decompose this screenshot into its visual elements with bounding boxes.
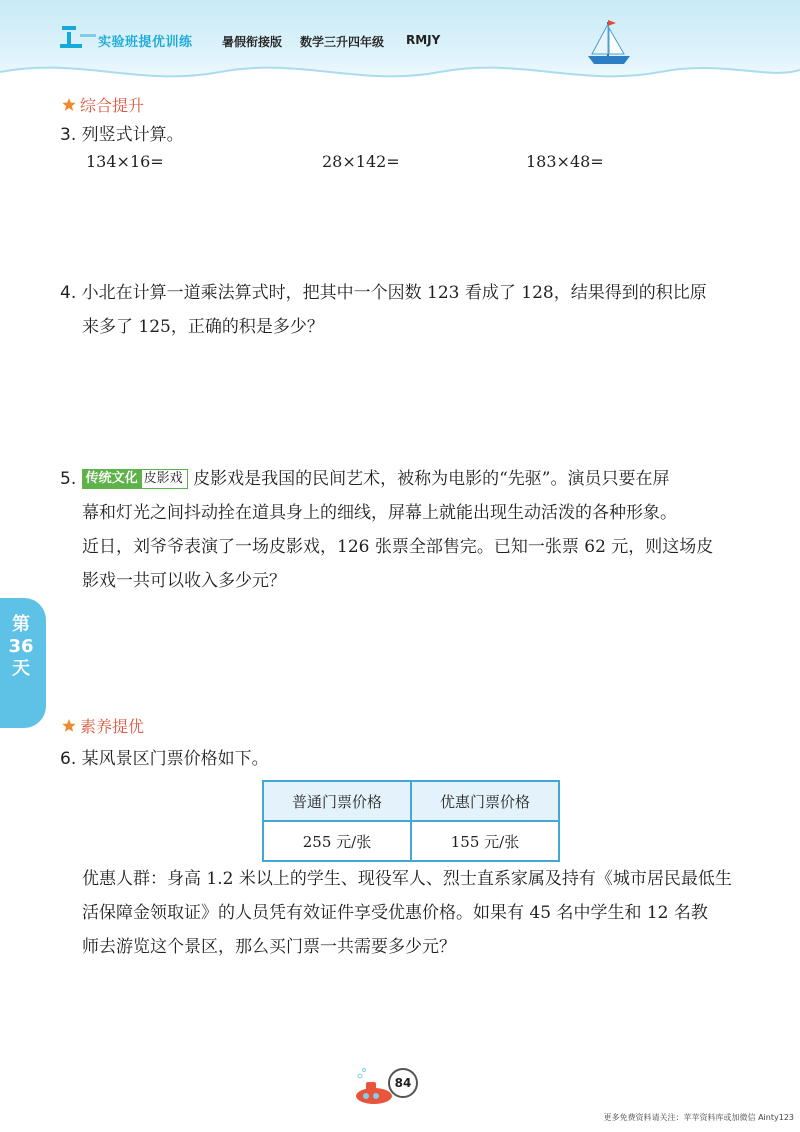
question-6-line-3: 师去游览这个景区，那么买门票一共需要多少元？ (82, 937, 456, 957)
side-tab-char: 天 (12, 658, 30, 679)
question-5-line-1 (60, 462, 780, 496)
culture-tag: 传统文化 (82, 469, 142, 489)
expression-2: 28×142= (322, 152, 400, 171)
table-header-cell: 普通门票价格 (263, 781, 411, 821)
question-5-line-3: 近日，刘爷爷表演了一场皮影戏，126 张票全部售完。已知一张票 62 元，则这场皮 (82, 537, 714, 557)
footer-note: 更多免费资料请关注：苹苹资料库或加微信 Ainty123 (603, 1113, 794, 1122)
question-5-line-2: 幕和灯光之间抖动拴在道具身上的细线，屏幕上就能出现生动活泼的各种形象。 (82, 503, 677, 523)
sailboat-icon (584, 18, 634, 70)
question-6-line-2: 活保障金领取证》的人员凭有效证件享受优惠价格。如果有 45 名中学生和 12 名教 (82, 903, 708, 923)
side-tab-number: 36 (8, 636, 34, 657)
question-3 (60, 118, 184, 152)
question-5-line-4: 影戏一共可以收入多少元？ (82, 571, 286, 591)
table-row (263, 821, 559, 861)
table-header-cell: 优惠门票价格 (411, 781, 559, 821)
star-icon (62, 719, 76, 733)
section-title: 综合提升 (80, 96, 145, 115)
question-number: 5. (60, 469, 77, 489)
logo-icon (60, 22, 98, 50)
section-title: 素养提优 (80, 717, 145, 736)
question-6 (60, 742, 269, 776)
question-number: 3. (60, 125, 77, 145)
question-text: 小北在计算一道乘法算式时，把其中一个因数 123 看成了 128，结果得到的积比原 (81, 283, 707, 303)
page-number: 84 (388, 1068, 418, 1098)
question-6-line-1: 优惠人群：身高 1.2 米以上的学生、现役军人、烈士直系家属及持有《城市居民最低生 (82, 869, 732, 889)
star-icon (62, 98, 76, 112)
header-wave-decoration (0, 52, 800, 97)
question-number: 4. (60, 283, 77, 303)
table-header-row (263, 781, 559, 821)
page-header (0, 0, 800, 95)
topic-tag: 皮影戏 (139, 469, 188, 489)
question-number: 6. (60, 749, 77, 769)
subject-label: 数学三升四年级 (300, 35, 385, 49)
brand-title: 实验班提优训练 (98, 35, 193, 50)
question-5 (60, 462, 780, 598)
question-4-line-1 (60, 276, 780, 310)
question-4-line-2: 来多了 125，正确的积是多少？ (82, 317, 324, 337)
day-side-tab (0, 598, 46, 728)
edition-label: 暑假衔接版 (222, 35, 283, 49)
table-cell: 155 元/张 (411, 821, 559, 861)
side-tab-char: 第 (12, 614, 30, 635)
section-literacy (62, 714, 144, 737)
question-text: 某风景区门票价格如下。 (81, 749, 269, 769)
question-text: 列竖式计算。 (81, 125, 184, 145)
question-4 (60, 276, 780, 344)
expression-3: 183×48= (526, 152, 604, 171)
publisher-code: RMJY (406, 33, 441, 47)
section-comprehensive (62, 93, 144, 116)
price-table (262, 780, 560, 862)
table-cell: 255 元/张 (263, 821, 411, 861)
expression-1: 134×16= (86, 152, 164, 171)
question-text: 皮影戏是我国的民间艺术，被称为电影的“先驱”。演员只要在屏 (193, 469, 670, 489)
question-6-body (82, 862, 782, 964)
